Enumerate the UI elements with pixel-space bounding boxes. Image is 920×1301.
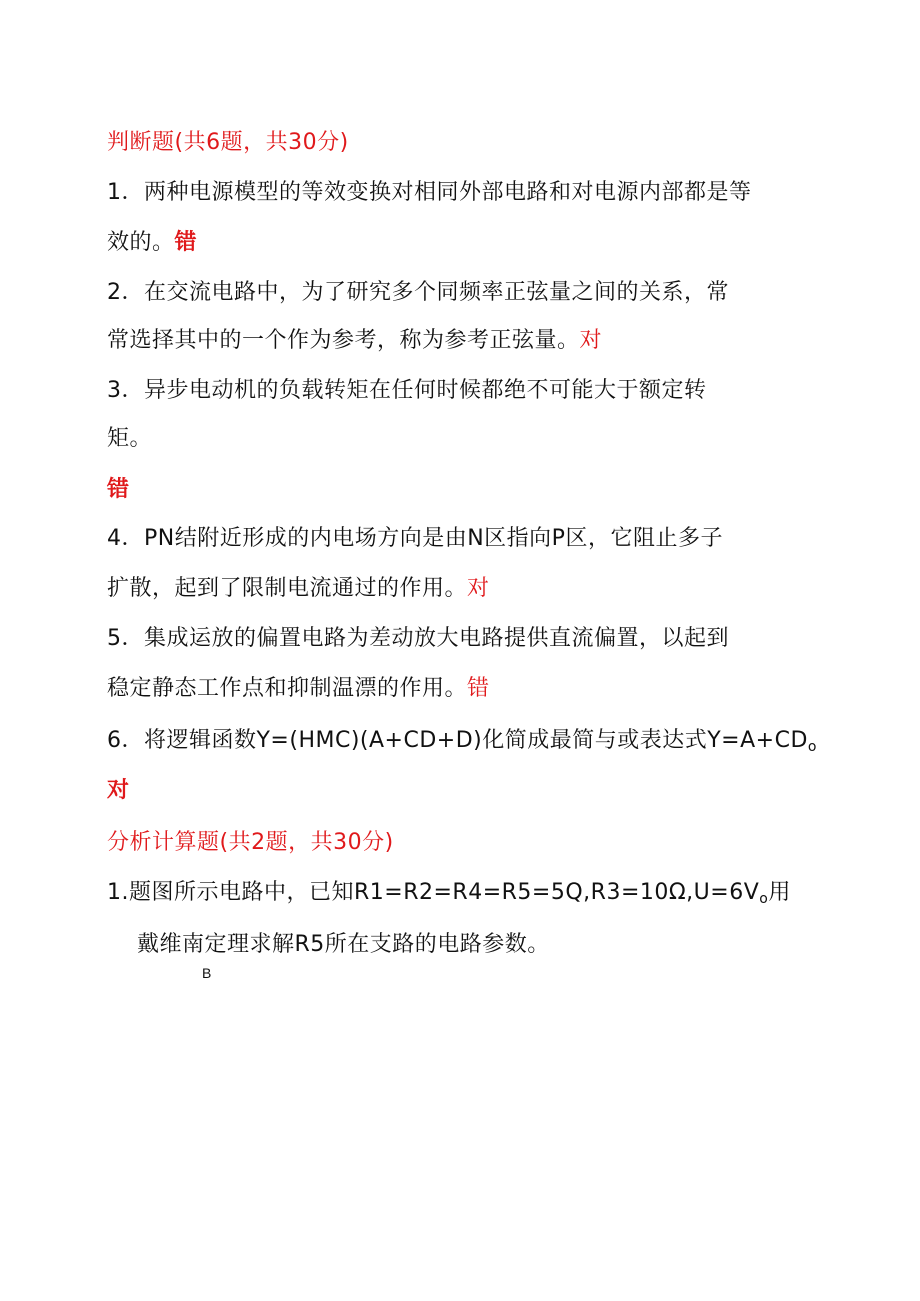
- question-6-text: 6．将逻辑函数Y=(HMC)(A+CD+D)化简成最简与或表达式Y=A+CD: [107, 728, 808, 753]
- question-5-line-1: 5．集成运放的偏置电路为差动放大电路提供直流偏置，以起到: [107, 626, 729, 651]
- question-6-subscript: o: [807, 739, 817, 755]
- question-2-line-2: [107, 326, 602, 356]
- question-1-line-1: 1．两种电源模型的等效变换对相同外部电路和对电源内部都是等: [107, 180, 752, 205]
- calc-question-1-subscript: o: [759, 891, 769, 907]
- calc-question-1-tail: 用: [768, 880, 791, 905]
- question-6-line-1: [107, 726, 817, 762]
- question-5-line-2: [107, 674, 490, 704]
- question-1-line-2: [107, 228, 197, 258]
- question-2-answer: 对: [579, 328, 603, 353]
- question-3-line-1: 3．异步电动机的负载转矩在任何时候都绝不可能大于额定转: [107, 378, 707, 403]
- section2-heading: 分析计算题(共2题，共30分): [107, 830, 394, 855]
- question-1-text: 效的。: [107, 230, 175, 255]
- question-4-answer: 对: [467, 576, 490, 601]
- question-4-line-1: 4．PN结附近形成的内电场方向是由N区指向P区，它阻止多子: [107, 526, 723, 551]
- question-2-text: 常选择其中的一个作为参考，称为参考正弦量。: [107, 328, 580, 353]
- question-5-text: 稳定静态工作点和抑制温漂的作用。: [107, 676, 468, 701]
- question-3-line-2: 矩。: [107, 426, 153, 451]
- question-3-answer: 错: [107, 477, 130, 502]
- question-2-line-1: 2．在交流电路中，为了研究多个同频率正弦量之间的关系，常: [107, 280, 729, 305]
- question-1-answer: 错: [174, 230, 198, 255]
- question-5-answer: 错: [467, 676, 490, 701]
- question-4-text: 扩散，起到了限制电流通过的作用。: [107, 576, 468, 601]
- calc-question-1-line-1: [107, 878, 791, 914]
- calc-question-1-line-2: 戴维南定理求解R5所在支路的电路参数。: [137, 932, 550, 957]
- calc-question-1-text: 1.题图所示电路中，已知R1=R2=R4=R5=5Q,R3=10Ω,U=6V: [107, 880, 760, 905]
- question-4-line-2: [107, 574, 490, 604]
- question-6-answer: 对: [107, 778, 130, 803]
- section1-heading: 判断题(共6题，共30分): [107, 130, 349, 155]
- figure-label: B: [202, 965, 212, 981]
